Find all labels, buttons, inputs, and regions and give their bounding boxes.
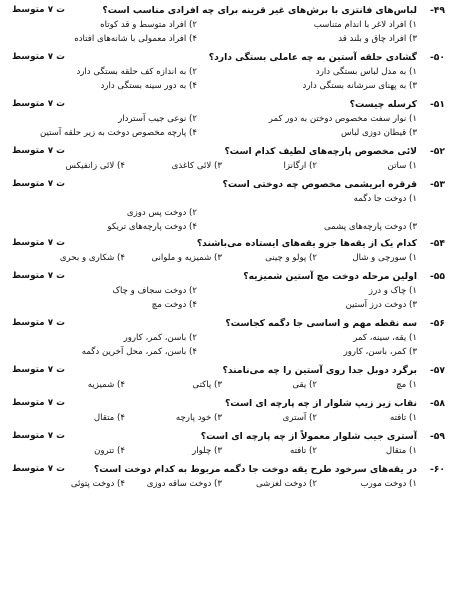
option-row: [0, 159, 455, 173]
question-number: -۴۹: [429, 5, 445, 16]
question-number: -۵۵: [429, 271, 445, 282]
difficulty-label: ت ۷ متوسط: [12, 146, 65, 156]
option-1[interactable]: ۱) چاک و درز: [368, 286, 417, 296]
option-3[interactable]: ۳) به پهنای سرشانه بستگی دارد: [302, 81, 417, 91]
question-56: [0, 316, 455, 359]
exam-page: [0, 3, 455, 595]
question-header: [0, 144, 455, 159]
question-number: -۵۸: [429, 398, 445, 409]
option-1[interactable]: ۱) نوار سفت مخصوص دوختن به دور کمر: [268, 114, 417, 124]
question-number: -۵۹: [429, 431, 445, 442]
question-55: [0, 269, 455, 312]
option-row: [0, 444, 455, 458]
difficulty-label: ت ۷ متوسط: [12, 398, 65, 408]
option-1[interactable]: ۱) دوخت مورب: [360, 479, 417, 489]
question-number: -۵۶: [429, 318, 445, 329]
option-row: [0, 411, 455, 425]
question-text: لائی مخصوص پارچه‌های لطیف کدام است؟: [224, 146, 417, 157]
option-3[interactable]: ۳) دوخت درز آستین: [345, 300, 417, 310]
option-1[interactable]: ۱) تافته: [389, 413, 417, 423]
option-3[interactable]: ۳) افراد چاق و بلند قد: [338, 34, 417, 44]
question-text: برگرد دوبل جدا روی آستین را چه می‌نامند؟: [222, 365, 417, 376]
option-4[interactable]: ۴) شمیزیه: [87, 380, 125, 390]
difficulty-label: ت ۷ متوسط: [12, 464, 65, 474]
question-header: [0, 177, 455, 192]
difficulty-label: ت ۷ متوسط: [12, 238, 65, 248]
option-row: [0, 32, 455, 46]
difficulty-label: ت ۷ متوسط: [12, 271, 65, 281]
question-header: [0, 269, 455, 284]
option-3[interactable]: ۳) قیطان دوزی لباس: [340, 128, 417, 138]
question-header: [0, 50, 455, 65]
option-4[interactable]: ۴) افراد معمولی با شانه‌های افتاده: [74, 34, 197, 44]
difficulty-label: ت ۷ متوسط: [12, 179, 65, 189]
question-57: [0, 363, 455, 392]
option-1[interactable]: ۱) مچ: [396, 380, 417, 390]
question-53: [0, 177, 455, 234]
option-4[interactable]: ۴) باسن، کمر، محل آخرین دگمه: [81, 347, 197, 357]
option-4[interactable]: ۴) به دور سینه بستگی دارد: [100, 81, 197, 91]
question-text: گشادی حلقه آستین به چه عاملی بستگی دارد؟: [208, 52, 417, 63]
option-2[interactable]: ۲) دوخت پس دوزی: [126, 208, 197, 218]
question-number: -۵۱: [429, 99, 445, 110]
question-header: [0, 316, 455, 331]
question-text: سه نقطه مهم و اساسی جا دگمه کجاست؟: [225, 318, 417, 329]
option-1[interactable]: ۱) به مدل لباس بستگی دارد: [315, 67, 417, 77]
option-2[interactable]: ۲) نوعی جیب آستردار: [118, 114, 197, 124]
option-1[interactable]: ۱) یقه، سینه، کمر: [353, 333, 417, 343]
option-3[interactable]: ۳) لائی کاغذی: [171, 161, 222, 171]
option-2[interactable]: ۲) افراد متوسط و قد کوتاه: [100, 20, 197, 30]
question-text: قرقره ابریشمی مخصوص چه دوختی است؟: [222, 179, 417, 190]
option-row: [0, 251, 455, 265]
option-row: [0, 65, 455, 79]
option-3[interactable]: ۳) کمر، باسن، کارور: [343, 347, 417, 357]
option-4[interactable]: ۴) دوخت پارچه‌های تریکو: [107, 222, 197, 232]
option-2[interactable]: ۲) یقی: [292, 380, 317, 390]
difficulty-label: ت ۷ متوسط: [12, 5, 65, 15]
option-row: [0, 126, 455, 140]
question-text: نقاب زیر زیپ شلوار از چه پارچه ای است؟: [224, 398, 417, 409]
difficulty-label: ت ۷ متوسط: [12, 318, 65, 328]
option-row: [0, 18, 455, 32]
question-text: کرسله چیست؟: [349, 99, 417, 110]
question-50: [0, 50, 455, 93]
option-row: [0, 298, 455, 312]
option-row: [0, 112, 455, 126]
option-1[interactable]: ۱) سورچی و شال: [352, 253, 417, 263]
option-row: [0, 477, 455, 491]
question-number: -۵۰: [429, 52, 445, 63]
option-1[interactable]: ۱) دوخت جا دگمه: [353, 194, 417, 204]
question-header: [0, 97, 455, 112]
question-58: [0, 396, 455, 425]
question-header: [0, 3, 455, 18]
question-text: اولین مرحله دوخت مچ آستین شمیزیه؟: [243, 271, 417, 282]
question-header: [0, 429, 455, 444]
option-3[interactable]: ۳) خود پارچه: [175, 413, 222, 423]
option-2[interactable]: ۲) دوخت لغزشی: [255, 479, 317, 489]
question-header: [0, 462, 455, 477]
option-row: [0, 220, 455, 234]
option-3[interactable]: ۳) دوخت ساقه دوزی: [146, 479, 222, 489]
option-3[interactable]: ۳) چلوار: [192, 446, 222, 456]
option-2[interactable]: ۲) به اندازه کف حلقه بستگی دارد: [76, 67, 197, 77]
option-2[interactable]: ۲) باسن، کمر، کارور: [123, 333, 197, 343]
question-number: -۵۴: [429, 238, 445, 249]
question-header: [0, 236, 455, 251]
question-text: لباس‌های فانتزی با برش‌های غیر قرینه برای چه افرادی مناسب است؟: [102, 5, 417, 16]
option-4[interactable]: ۴) تترون: [94, 446, 125, 456]
option-4[interactable]: ۴) پارچه مخصوص دوخت به زیر حلقه آستین: [39, 128, 197, 138]
question-51: [0, 97, 455, 140]
option-4[interactable]: ۴) متقال: [93, 413, 125, 423]
question-52: [0, 144, 455, 173]
option-4[interactable]: ۴) دوخت مچ: [151, 300, 197, 310]
option-row: [0, 378, 455, 392]
option-4[interactable]: ۴) لائی زانفیکس: [65, 161, 125, 171]
question-number: -۶۰: [429, 464, 445, 475]
question-text: در یقه‌های سرخود طرح یقه دوخت جا دگمه مربوط به کدام دوخت است؟: [93, 464, 417, 475]
question-header: [0, 396, 455, 411]
option-3[interactable]: ۳) پاکتی: [192, 380, 222, 390]
question-60: [0, 462, 455, 491]
option-2[interactable]: ۲) ارگانزا: [283, 161, 317, 171]
option-1[interactable]: ۱) متقال: [385, 446, 417, 456]
question-49: [0, 3, 455, 46]
option-4[interactable]: ۴) دوخت پتوئی: [70, 479, 125, 489]
option-2[interactable]: ۲) دوخت سجاف و چاک: [112, 286, 197, 296]
option-2[interactable]: ۲) آستری: [282, 413, 317, 423]
option-row: [0, 206, 455, 220]
difficulty-label: ت ۷ متوسط: [12, 99, 65, 109]
question-text: کدام یک از یقه‌ها جزو یقه‌های ایستاده می‌باشند؟: [196, 238, 417, 249]
question-number: -۵۷: [429, 365, 445, 376]
option-3[interactable]: ۳) دوخت پارچه‌های پشمی: [323, 222, 417, 232]
option-2[interactable]: ۲) تافته: [289, 446, 317, 456]
option-row: [0, 79, 455, 93]
option-1[interactable]: ۱) ساتن: [387, 161, 417, 171]
difficulty-label: ت ۷ متوسط: [12, 52, 65, 62]
question-number: -۵۲: [429, 146, 445, 157]
question-header: [0, 363, 455, 378]
question-59: [0, 429, 455, 458]
question-54: [0, 236, 455, 265]
question-number: -۵۳: [429, 179, 445, 190]
option-4[interactable]: ۴) شکاری و بحری: [59, 253, 125, 263]
option-row: [0, 345, 455, 359]
option-row: [0, 284, 455, 298]
difficulty-label: ت ۷ متوسط: [12, 431, 65, 441]
option-2[interactable]: ۲) پولو و چینی: [265, 253, 317, 263]
option-row: [0, 331, 455, 345]
option-1[interactable]: ۱) افراد لاغر با اندام متناسب: [313, 20, 417, 30]
difficulty-label: ت ۷ متوسط: [12, 365, 65, 375]
question-text: آستری جیب شلوار معمولاً از چه پارچه ای است؟: [200, 431, 417, 442]
option-row: [0, 192, 455, 206]
option-3[interactable]: ۳) شمیزیه و ملوانی: [151, 253, 222, 263]
